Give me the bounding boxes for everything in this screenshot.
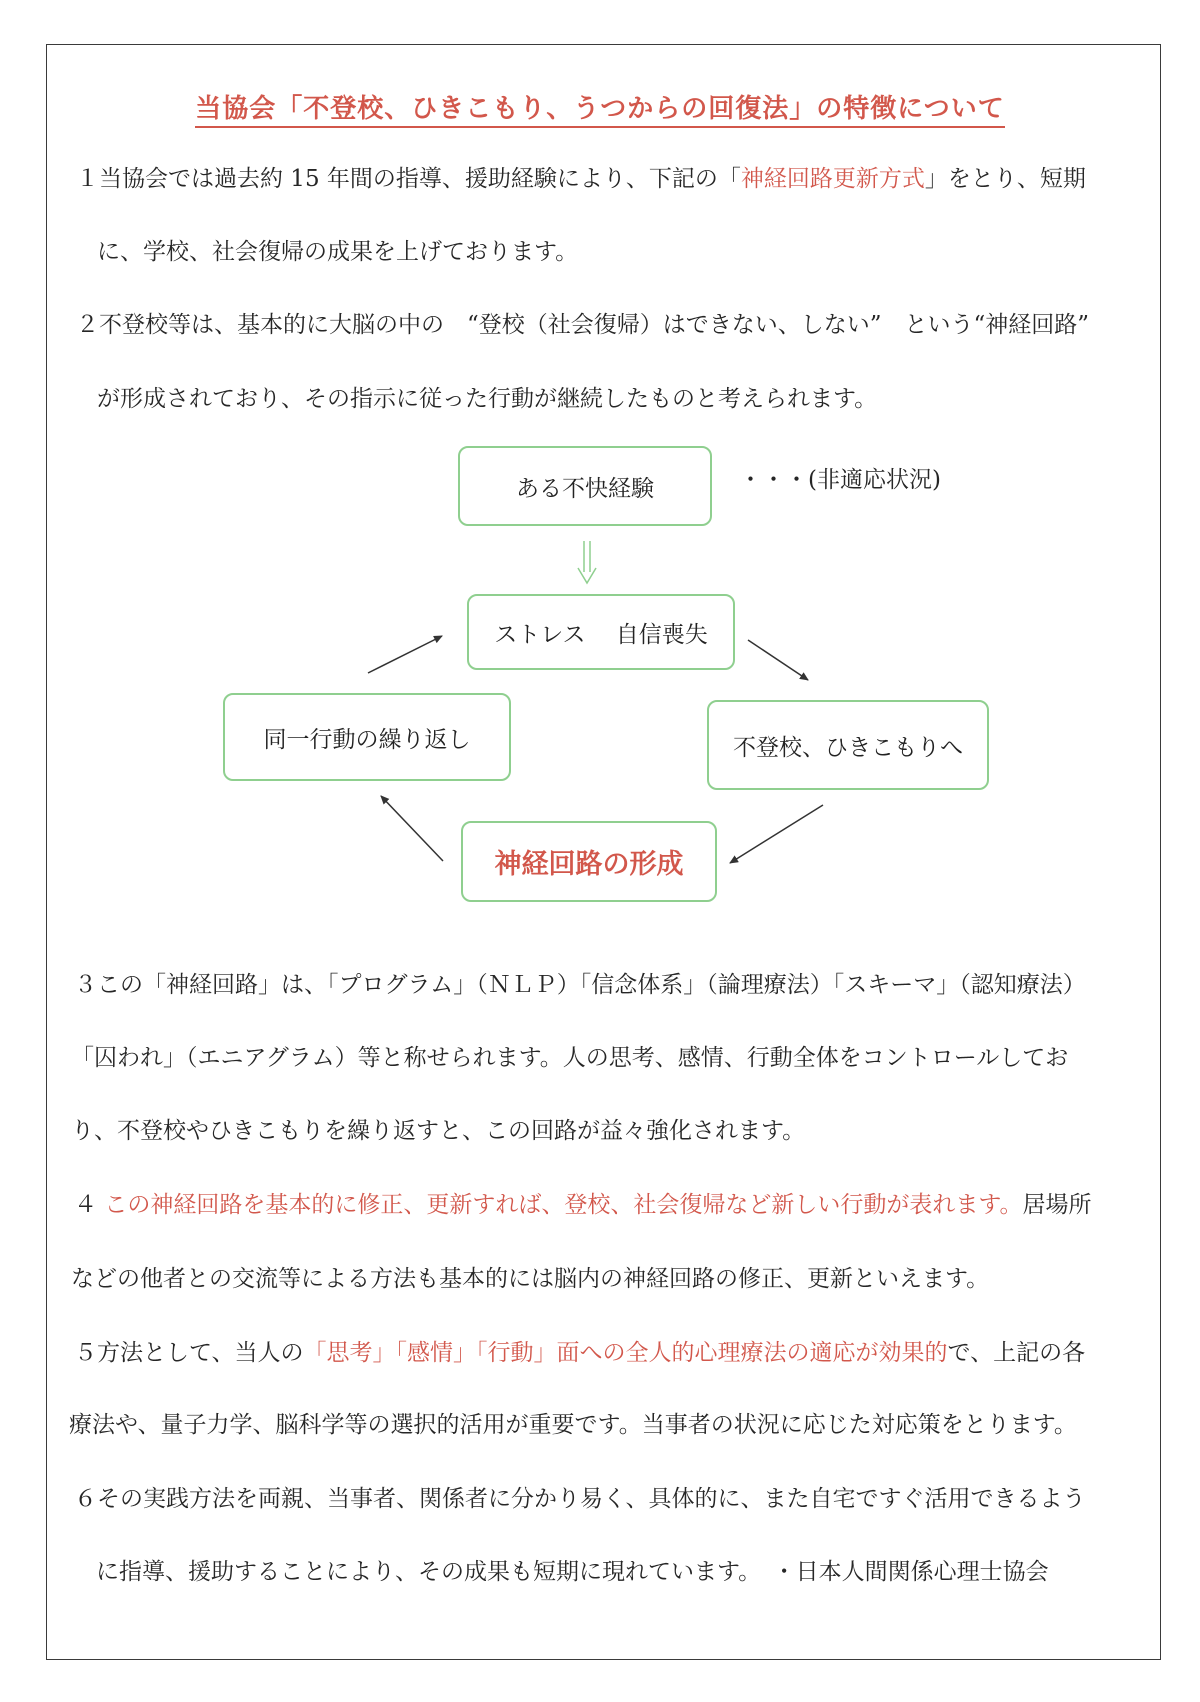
paragraph-6-line-1: ６その実践方法を両親、当事者、関係者に分かり易く、具体的に、また自宅ですぐ活用できるよう — [74, 1486, 1086, 1512]
diagram-box-truancy: 不登校、ひきこもりへ — [707, 700, 989, 790]
p4-text-b: 居場所 — [1022, 1192, 1092, 1218]
p1-text-a: １当協会では過去約 15 年間の指導、援助経験により、下記の「 — [76, 166, 741, 192]
diagram-box-neural-circuit: 神経回路の形成 — [461, 821, 717, 902]
p5-text-a: ５方法として、当人の — [74, 1340, 304, 1366]
arrow-circuit-to-repeat — [381, 796, 443, 861]
p5-highlight: 「思考」「感情」「行動」面への全人的心理療法の適応が効果的 — [303, 1340, 948, 1366]
paragraph-1-line-2: に、学校、社会復帰の成果を上げております。 — [97, 239, 579, 265]
paragraph-4-line-2: などの他者との交流等による方法も基本的には脳内の神経回路の修正、更新といえます。 — [71, 1266, 990, 1292]
diagram-box-repeat-behavior: 同一行動の繰り返し — [223, 693, 511, 781]
paragraph-3-line-1: ３この「神経回路」は、「プログラム」（ＮＬＰ）「信念体系」（論理療法）「スキーマ」（認知療法） — [74, 972, 1086, 998]
paragraph-4-line-1 — [74, 1194, 1091, 1217]
diagram-note-maladaptive: ・・・(非適応状況) — [739, 467, 941, 493]
arrow-stress-to-truancy — [748, 640, 808, 680]
paragraph-3-line-3: り、不登校やひきこもりを繰り返すと、この回路が益々強化されます。 — [71, 1118, 806, 1144]
paragraph-5-line-1 — [74, 1342, 1085, 1365]
p5-text-b: で、上記の各 — [947, 1340, 1086, 1366]
paragraph-2-line-1: ２不登校等は、基本的に大脳の中の “登校（社会復帰）はできない、しない” という“神経回路” — [76, 312, 1090, 338]
paragraph-3-line-2: 「囚われ」（エニアグラム）等と称せられます。人の思考、感情、行動全体をコントロールしてお — [71, 1045, 1069, 1071]
arrow-repeat-to-stress — [368, 636, 442, 673]
arrow-truancy-to-circuit — [730, 805, 823, 863]
paragraph-5-line-2: 療法や、量子力学、脳科学等の選択的活用が重要です。当事者の状況に応じた対応策をとります。 — [69, 1412, 1077, 1438]
p4-highlight: この神経回路を基本的に修正、更新すれば、登校、社会復帰など新しい行動が表れます。 — [104, 1192, 1023, 1218]
paragraph-6-line-2: に指導、援助することにより、その成果も短期に現れています。 ・日本人間関係心理士協会 — [96, 1559, 1049, 1585]
p4-number: ４ — [74, 1192, 105, 1218]
page-title-text: 当協会「不登校、ひきこもり、うつからの回復法」の特徴について — [195, 94, 1004, 128]
p1-text-b: 」をとり、短期 — [924, 166, 1086, 192]
paragraph-2-line-2: が形成されており、その指示に従った行動が継続したものと考えられます。 — [97, 386, 878, 412]
diagram-box-stress: ストレス 自信喪失 — [467, 594, 735, 670]
p1-highlight: 神経回路更新方式 — [740, 166, 925, 192]
diagram-box-unpleasant-experience: ある不快経験 — [458, 446, 712, 526]
down-double-arrow-icon — [578, 541, 596, 583]
